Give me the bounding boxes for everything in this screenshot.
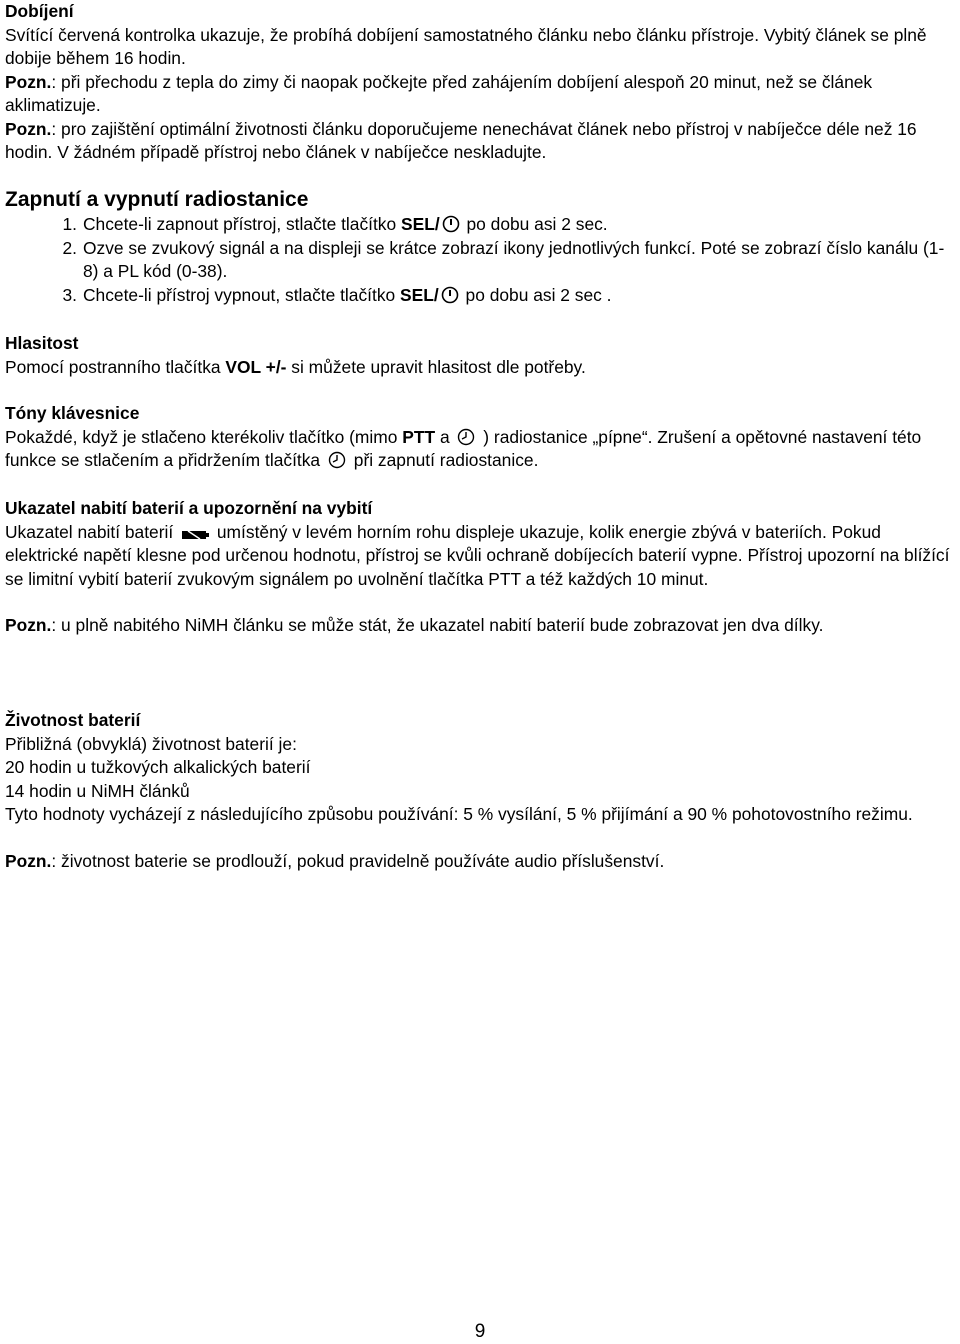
button-name: SEL/ [401, 214, 440, 234]
text-run: Pomocí postranního tlačítka [5, 356, 226, 377]
text-run: Ukazatel nabití baterií [5, 521, 179, 542]
list-text: Ozve se zvukový signál a na displeji se krátce zobrazí ikony jednotlivých funkcí. Poté se zobrazí číslo kanálu (1-8) a PL kód (0-38). [83, 237, 945, 281]
list-number: 2. [62, 237, 77, 258]
text-run: Chcete-li přístroj vypnout, stlačte tlačítko [83, 284, 401, 305]
text-run: po dobu asi 2 sec. [461, 214, 608, 234]
section-charging [5, 0, 955, 165]
list-item [5, 237, 955, 284]
note [5, 850, 955, 874]
section-volume [5, 332, 955, 379]
power-icon [441, 286, 459, 304]
paragraph: 20 hodin u tužkových alkalických baterií [5, 757, 311, 777]
section-title: Ukazatel nabití baterií a upozornění na vybití [5, 498, 373, 518]
paragraph [5, 426, 955, 473]
section-title: Dobíjení [5, 1, 74, 21]
section-title: Hlasitost [5, 333, 79, 353]
numbered-list [5, 213, 955, 307]
button-name: PTT [402, 426, 436, 447]
note-label: Pozn. [5, 615, 52, 635]
section-power [5, 187, 955, 307]
paragraph: Přibližná (obvyklá) životnost baterií je: [5, 733, 297, 754]
clock-icon [327, 451, 347, 469]
button-name: VOL +/- [225, 356, 287, 377]
list-text [83, 284, 955, 308]
note [5, 614, 955, 638]
page-number: 9 [474, 1321, 486, 1342]
note-label: Pozn. [5, 118, 52, 139]
note-text: : při přechodu z tepla do zimy či naopak počkejte před zahájením dobíjení alespoň 20 minut, než se článek aklimatizuje. [5, 71, 873, 115]
note-label: Pozn. [5, 850, 52, 871]
clock-icon [456, 428, 476, 446]
text-run: umístěný v levém horním rohu displeje ukazuje, kolik energie zbývá v bateriích. Pokud elektrické napětí klesne pod určenou hodnotu, přístroj se kvůli ochraně dobíjecích baterií vypne. Přístroj upozorní na blížící se limitní vybití baterií zvukovým signálem po uvolnění tlačítka PTT a též každých 10 minut. [5, 521, 950, 589]
text-run: Chcete-li zapnout přístroj, stlačte tlačítko [83, 214, 401, 234]
battery-icon [180, 529, 210, 541]
note-text: : životnost baterie se prodlouží, pokud pravidelně používáte audio příslušenství. [51, 850, 665, 871]
section-tones [5, 402, 955, 473]
text-run: při zapnutí radiostanice. [348, 450, 539, 470]
list-number: 3. [62, 284, 77, 305]
section-title: Životnost baterií [5, 710, 141, 730]
list-item [5, 284, 955, 308]
list-item [5, 213, 955, 237]
paragraph: Svítící červená kontrolka ukazuje, že probíhá dobíjení samostatného článku nebo článku přístroje. Vybitý článek se plně dobije během 16 hodin. [5, 24, 927, 68]
note-text: : pro zajištění optimální životnosti článku doporučujeme nenechávat článek nebo přístroj v nabíječce déle než 16 hodin. V žádném případě přístroj nebo článek v nabíječce neskladujte. [5, 118, 917, 162]
list-text [83, 213, 955, 237]
section-battery-life [5, 709, 955, 873]
paragraph [5, 356, 955, 380]
section-title: Tóny klávesnice [5, 403, 140, 423]
note-label: Pozn. [5, 71, 52, 92]
paragraph [5, 521, 955, 592]
section-title: Zapnutí a vypnutí radiostanice [5, 188, 309, 211]
note [5, 118, 955, 165]
note-text: : u plně nabitého NiMH článku se může stát, že ukazatel nabití baterií bude zobrazovat jen dva dílky. [51, 615, 824, 635]
button-name: SEL/ [400, 284, 439, 305]
text-run: ) radiostanice „pípne“. Zrušení a opětovné nastavení této funkce se stlačením a přidržením tlačítka [5, 426, 922, 470]
paragraph: 14 hodin u NiMH článků [5, 780, 190, 801]
list-number: 1. [62, 214, 77, 234]
text-run: po dobu asi 2 sec . [460, 284, 612, 305]
paragraph: Tyto hodnoty vycházejí z následujícího způsobu používání: 5 % vysílání, 5 % přijímání a 90 % pohotovostního režimu. [5, 804, 913, 824]
text-run: a [435, 426, 455, 447]
section-battery-indicator [5, 497, 955, 638]
power-icon [442, 215, 460, 233]
note [5, 71, 955, 118]
text-run: si můžete upravit hlasitost dle potřeby. [286, 356, 586, 377]
text-run: Pokaždé, když je stlačeno kterékoliv tlačítko (mimo [5, 426, 403, 447]
